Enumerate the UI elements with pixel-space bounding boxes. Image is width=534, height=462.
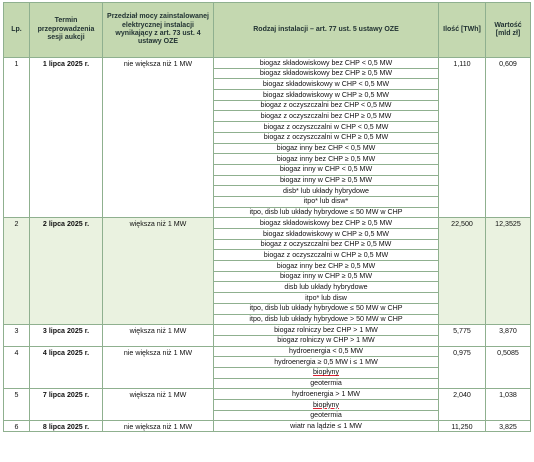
- row-rodzaj-instalacji: [214, 335, 439, 346]
- rodzaj-label: biogaz inny bez CHP < 0,5 MW: [276, 144, 376, 153]
- row-moc: większa niż 1 MW: [103, 325, 214, 346]
- rodzaj-label: biogaz składowiskowy bez CHP ≥ 0,5 MW: [259, 218, 393, 227]
- table-row: [4, 421, 531, 432]
- table-row: [4, 325, 531, 336]
- row-lp: 4: [4, 346, 30, 389]
- header-lp: Lp.: [4, 3, 30, 58]
- row-rodzaj-instalacji: [214, 218, 439, 229]
- row-rodzaj-instalacji: [214, 367, 439, 378]
- row-ilosc: 2,040: [439, 389, 486, 421]
- row-rodzaj-instalacji: [214, 154, 439, 165]
- row-ilosc: 22,500: [439, 218, 486, 325]
- row-termin: 4 lipca 2025 r.: [30, 346, 103, 389]
- header-rodzaj: Rodzaj instalacji – art. 77 ust. 5 ustawy OZE: [214, 3, 439, 58]
- rodzaj-label: itpo, disb lub układy hybrydowe ≤ 50 MW w CHP: [249, 304, 403, 313]
- row-rodzaj-instalacji: [214, 196, 439, 207]
- rodzaj-label: geotermia: [310, 411, 342, 420]
- row-wartosc: 3,825: [486, 421, 531, 432]
- rodzaj-label: disb lub układy hybrydowe: [284, 282, 368, 291]
- row-wartosc: 12,3525: [486, 218, 531, 325]
- row-rodzaj-instalacji: [214, 250, 439, 261]
- row-rodzaj-instalacji: [214, 132, 439, 143]
- rodzaj-label: biogaz z oczyszczalni w CHP ≥ 0,5 MW: [263, 133, 389, 142]
- rodzaj-label: biogaz składowiskowy w CHP < 0,5 MW: [262, 79, 390, 88]
- row-rodzaj-instalacji: [214, 239, 439, 250]
- row-lp: 3: [4, 325, 30, 346]
- row-moc: większa niż 1 MW: [103, 389, 214, 421]
- row-rodzaj-instalacji: [214, 357, 439, 368]
- rodzaj-label: biogaz inny w CHP ≥ 0,5 MW: [279, 272, 373, 281]
- row-termin: 3 lipca 2025 r.: [30, 325, 103, 346]
- rodzaj-label: hydroenergia > 1 MW: [291, 389, 360, 398]
- row-lp: 1: [4, 58, 30, 218]
- row-moc: nie większa niż 1 MW: [103, 58, 214, 218]
- row-ilosc: 11,250: [439, 421, 486, 432]
- rodzaj-label: biogaz z oczyszczalni bez CHP ≥ 0,5 MW: [260, 111, 392, 120]
- row-rodzaj-instalacji: [214, 303, 439, 314]
- row-termin: 2 lipca 2025 r.: [30, 218, 103, 325]
- row-rodzaj-instalacji: [214, 100, 439, 111]
- row-rodzaj-instalacji: [214, 68, 439, 79]
- row-rodzaj-instalacji: [214, 271, 439, 282]
- rodzaj-label: biogaz rolniczy bez CHP > 1 MW: [274, 325, 378, 334]
- row-rodzaj-instalacji: [214, 143, 439, 154]
- rodzaj-label: biogaz inny bez CHP ≥ 0,5 MW: [276, 154, 376, 163]
- table-row: [4, 346, 531, 357]
- row-termin: 1 lipca 2025 r.: [30, 58, 103, 218]
- row-lp: 2: [4, 218, 30, 325]
- row-ilosc: 1,110: [439, 58, 486, 218]
- header-moc: Przedział mocy zainstalowanej elektrycznej instalacji wynikający z art. 73 ust. 4 ustawy OZE: [103, 3, 214, 58]
- row-rodzaj-instalacji: [214, 164, 439, 175]
- row-rodzaj-instalacji: [214, 261, 439, 272]
- rodzaj-label: hydroenergia < 0,5 MW: [289, 347, 363, 356]
- row-rodzaj-instalacji: [214, 400, 439, 411]
- row-rodzaj-instalacji: [214, 314, 439, 325]
- row-termin: 7 lipca 2025 r.: [30, 389, 103, 421]
- rodzaj-label: biogaz składowiskowy bez CHP < 0,5 MW: [259, 58, 393, 67]
- row-rodzaj-instalacji: [214, 175, 439, 186]
- rodzaj-label: biogaz inny bez CHP ≥ 0,5 MW: [276, 261, 376, 270]
- row-termin: 8 lipca 2025 r.: [30, 421, 103, 432]
- header-wartosc: Wartość [mld zł]: [486, 3, 531, 58]
- row-rodzaj-instalacji: [214, 378, 439, 389]
- rodzaj-label: biogaz inny w CHP ≥ 0,5 MW: [279, 176, 373, 185]
- row-wartosc: 0,5085: [486, 346, 531, 389]
- row-moc: większa niż 1 MW: [103, 218, 214, 325]
- rodzaj-label: geotermia: [310, 379, 342, 388]
- row-rodzaj-instalacji: [214, 229, 439, 240]
- row-moc: nie większa niż 1 MW: [103, 421, 214, 432]
- row-ilosc: 5,775: [439, 325, 486, 346]
- row-rodzaj-instalacji: [214, 282, 439, 293]
- row-rodzaj-instalacji: [214, 90, 439, 101]
- header-termin: Termin przeprowadzenia sesji aukcji: [30, 3, 103, 58]
- row-rodzaj-instalacji: [214, 79, 439, 90]
- row-rodzaj-instalacji: [214, 293, 439, 304]
- rodzaj-label: hydroenergia ≥ 0,5 MW i ≤ 1 MW: [274, 357, 378, 366]
- rodzaj-label: biopłyny: [312, 368, 340, 377]
- rodzaj-label: itpo, disb lub układy hybrydowe > 50 MW w CHP: [249, 315, 403, 324]
- rodzaj-label: biogaz z oczyszczalni bez CHP ≥ 0,5 MW: [260, 240, 392, 249]
- row-rodzaj-instalacji: [214, 122, 439, 133]
- header-ilosc: Ilość [TWh]: [439, 3, 486, 58]
- row-rodzaj-instalacji: [214, 111, 439, 122]
- rodzaj-label: biogaz składowiskowy bez CHP ≥ 0,5 MW: [259, 69, 393, 78]
- rodzaj-label: itpo, disb lub układy hybrydowe ≤ 50 MW w CHP: [249, 208, 403, 217]
- table-row: [4, 58, 531, 69]
- row-lp: 5: [4, 389, 30, 421]
- row-rodzaj-instalacji: [214, 346, 439, 357]
- table-row: [4, 218, 531, 229]
- rodzaj-label: wiatr na lądzie ≤ 1 MW: [290, 422, 362, 431]
- auction-table-container: [3, 2, 530, 432]
- table-body: [4, 58, 531, 432]
- row-moc: nie większa niż 1 MW: [103, 346, 214, 389]
- row-rodzaj-instalacji: [214, 410, 439, 421]
- row-wartosc: 0,609: [486, 58, 531, 218]
- auction-schedule-table: [3, 2, 531, 432]
- rodzaj-label: biogaz rolniczy w CHP > 1 MW: [277, 336, 375, 345]
- rodzaj-label: biogaz z oczyszczalni w CHP < 0,5 MW: [263, 122, 389, 131]
- rodzaj-label: biogaz składowiskowy w CHP ≥ 0,5 MW: [263, 229, 389, 238]
- row-rodzaj-instalacji: [214, 421, 439, 432]
- rodzaj-label: biogaz z oczyszczalni bez CHP < 0,5 MW: [260, 101, 392, 110]
- row-rodzaj-instalacji: [214, 325, 439, 336]
- table-row: [4, 389, 531, 400]
- rodzaj-label: itpo* lub disw: [305, 293, 347, 302]
- table-header-row: [4, 3, 531, 58]
- rodzaj-label: disb* lub układy hybrydowe: [283, 186, 369, 195]
- row-rodzaj-instalacji: [214, 58, 439, 69]
- rodzaj-label: biogaz z oczyszczalni w CHP ≥ 0,5 MW: [263, 250, 389, 259]
- rodzaj-label: biogaz składowiskowy w CHP ≥ 0,5 MW: [263, 90, 389, 99]
- row-wartosc: 3,870: [486, 325, 531, 346]
- row-rodzaj-instalacji: [214, 389, 439, 400]
- rodzaj-label: biogaz inny w CHP < 0,5 MW: [279, 165, 373, 174]
- row-rodzaj-instalacji: [214, 186, 439, 197]
- rodzaj-label: biopłyny: [312, 400, 340, 409]
- row-rodzaj-instalacji: [214, 207, 439, 218]
- row-lp: 6: [4, 421, 30, 432]
- row-wartosc: 1,038: [486, 389, 531, 421]
- row-ilosc: 0,975: [439, 346, 486, 389]
- rodzaj-label: itpo* lub disw*: [303, 197, 349, 206]
